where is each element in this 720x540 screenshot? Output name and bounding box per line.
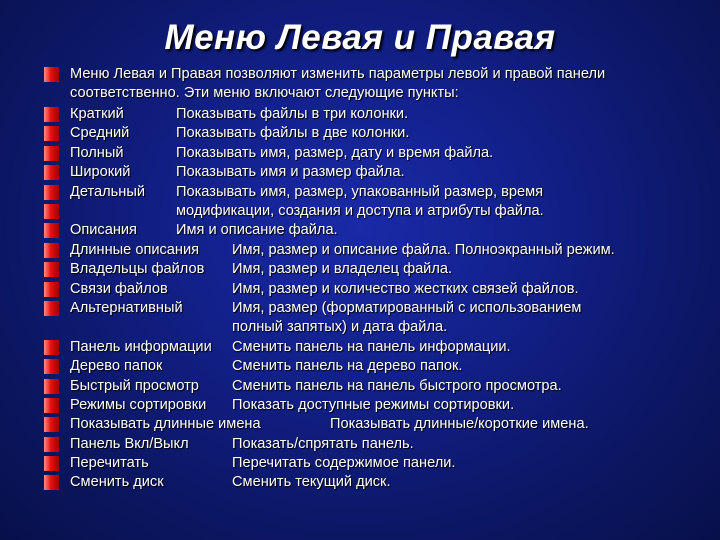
bullet-icon [44, 379, 59, 394]
list-item [44, 454, 684, 473]
bullet-icon [44, 67, 59, 82]
content-list [44, 65, 684, 493]
bullet-icon [44, 262, 59, 277]
item-desc: Показывать имя и размер файла. [176, 164, 405, 181]
list-item [44, 221, 684, 240]
item-term: Панель информации [70, 338, 212, 355]
bullet-icon [44, 126, 59, 141]
bullet-icon [44, 437, 59, 452]
bullet-icon [44, 107, 59, 122]
item-term: Длинные описания [70, 241, 200, 258]
list-item [44, 377, 684, 396]
slide-title: Меню Левая и Правая [164, 18, 556, 57]
item-term: Дерево папок [70, 358, 163, 375]
item-desc: Имя, размер и количество жестких связей файлов. [232, 280, 579, 297]
item-term: Полный [70, 144, 124, 161]
bullet-icon [44, 204, 59, 219]
bullet-icon [44, 243, 59, 258]
item-term: Перечитать [70, 455, 149, 472]
item-desc: Имя, размер (форматированный с использованием полный запятых) и дата файла. [232, 299, 582, 335]
item-desc: Сменить панель на панель быстрого просмотра. [232, 377, 562, 394]
item-desc: Перечитать содержимое панели. [232, 455, 456, 472]
bullet-icon [44, 146, 59, 161]
list-item [44, 435, 684, 454]
list-item [44, 163, 684, 182]
list-item [44, 260, 684, 279]
item-term: Режимы сортировки [70, 396, 207, 413]
item-term: Детальный [70, 183, 145, 200]
bullet-icon [44, 282, 59, 297]
item-desc: Показывать длинные/короткие имена. [330, 416, 589, 433]
bullet-icon [44, 301, 59, 316]
item-term: Сменить диск [70, 474, 164, 491]
bullet-icon [44, 165, 59, 180]
intro-paragraph [44, 65, 684, 103]
item-term: Панель Вкл/Выкл [70, 435, 189, 452]
list-item [44, 473, 684, 492]
item-desc: Показывать файлы в три колонки. [176, 106, 409, 122]
item-desc: Имя, размер и описание файла. Полноэкранный режим. [232, 241, 615, 258]
item-desc: Сменить текущий диск. [232, 474, 391, 491]
list-item [44, 105, 684, 124]
list-item [44, 144, 684, 163]
list-item [44, 415, 684, 434]
list-item [44, 280, 684, 299]
item-term: Описания [70, 222, 137, 239]
bullet-icon [44, 456, 59, 471]
item-desc: Показывать имя, размер, упакованный размер, время модификации, создания и доступа и атрибуты файла. [176, 183, 544, 219]
list-item [44, 396, 684, 415]
item-desc: Показать доступные режимы сортировки. [232, 396, 515, 413]
item-term: Краткий [70, 106, 124, 122]
list-item [44, 338, 684, 357]
list-item [44, 241, 684, 260]
bullet-icon [44, 359, 59, 374]
item-desc: Показать/спрятать панель. [232, 435, 414, 452]
item-desc: Сменить панель на дерево папок. [232, 358, 463, 375]
item-desc: Показывать файлы в две колонки. [176, 125, 410, 142]
item-term: Связи файлов [70, 280, 168, 297]
item-term: Быстрый просмотр [70, 377, 199, 394]
bullet-icon [44, 340, 59, 355]
item-desc: Имя, размер и владелец файла. [232, 261, 453, 278]
bullet-icon [44, 223, 59, 238]
bullet-icon [44, 185, 59, 200]
intro-text: Меню Левая и Правая позволяют изменить параметры левой и правой панели соответственно. Эти меню включают следующие пункты: [70, 66, 606, 101]
item-term: Показывать длинные имена [70, 416, 261, 433]
item-term: Владельцы файлов [70, 261, 205, 278]
list-item [44, 124, 684, 143]
bullet-icon [44, 398, 59, 413]
list-item [44, 357, 684, 376]
item-desc: Имя и описание файла. [176, 222, 338, 239]
bullet-icon [44, 417, 59, 432]
item-desc: Показывать имя, размер, дату и время файла. [176, 144, 494, 161]
list-item [44, 183, 684, 222]
item-term: Средний [70, 125, 130, 142]
bullet-icon [44, 475, 59, 490]
item-term: Широкий [70, 164, 131, 181]
item-term: Альтернативный [70, 299, 183, 316]
list-item [44, 299, 684, 338]
item-desc: Сменить панель на панель информации. [232, 338, 511, 355]
